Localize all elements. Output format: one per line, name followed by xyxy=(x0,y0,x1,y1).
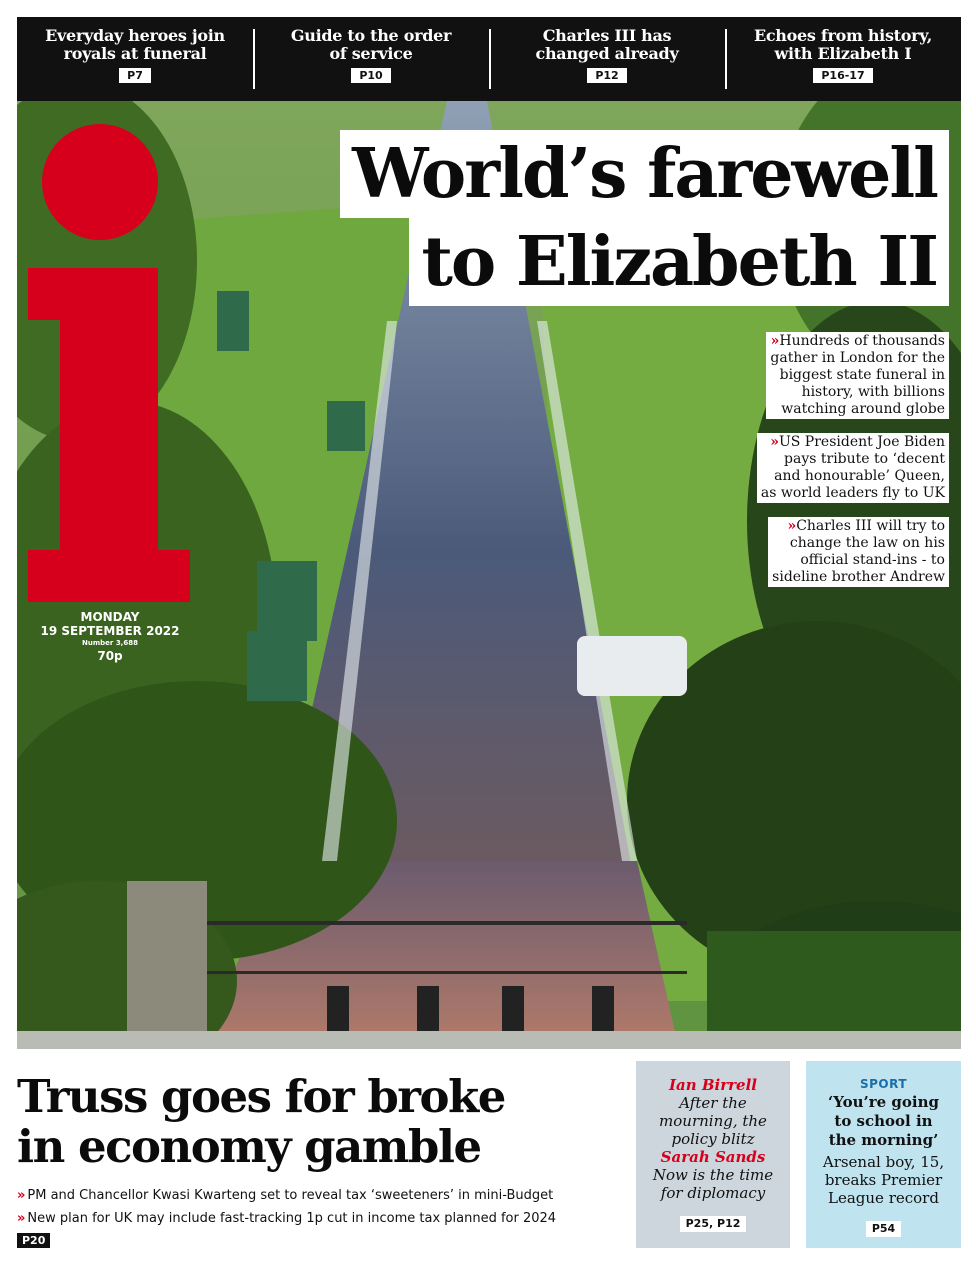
opinion-box[interactable] xyxy=(636,1061,790,1248)
sport-headline: ‘You’re going to school in the morning’ xyxy=(827,1093,939,1149)
chevron-icon: » xyxy=(17,1188,26,1203)
chevron-icon: » xyxy=(770,333,780,349)
teaser-page-ref: P16-17 xyxy=(813,68,872,83)
teaser-title: Echoes from history, with Elizabeth I xyxy=(753,26,933,63)
story-bullet xyxy=(757,433,949,503)
story-bullet xyxy=(766,332,949,419)
teaser-item[interactable] xyxy=(489,17,725,101)
sport-page-ref: P54 xyxy=(866,1221,901,1237)
chevron-icon: » xyxy=(17,1211,26,1226)
sport-box[interactable] xyxy=(806,1061,961,1248)
teaser-item[interactable] xyxy=(253,17,489,101)
second-story-bullet xyxy=(17,1184,556,1207)
second-story-bullets xyxy=(17,1184,556,1230)
bullet-text: US President Joe Biden pays tribute to ‘decent and honourable’ Queen, as world leaders fly to UK xyxy=(760,434,945,501)
chevron-icon: » xyxy=(770,434,779,450)
issue-date: 19 SEPTEMBER 2022 xyxy=(40,624,180,638)
teaser-page-ref: P10 xyxy=(351,68,390,83)
opinion-author-1: Ian Birrell xyxy=(669,1076,757,1094)
story-bullets xyxy=(757,332,949,601)
second-headline-line-1: Truss goes for broke xyxy=(17,1070,505,1123)
bullet-text: Hundreds of thousands gather in London for the biggest state funeral in history, with billions watching around globe xyxy=(770,333,945,417)
teaser-page-ref: P12 xyxy=(587,68,626,83)
bullet-text: Charles III will try to change the law on his official stand-ins - to sideline brother Andrew xyxy=(772,518,945,585)
teaser-title: Everyday heroes join royals at funeral xyxy=(45,26,225,63)
teaser-title: Charles III has changed already xyxy=(535,26,679,63)
teaser-page-ref: P7 xyxy=(119,68,151,83)
main-headline[interactable] xyxy=(340,130,949,306)
issue-number: Number 3,688 xyxy=(82,639,138,647)
opinion-text-2: Now is the time for diplomacy xyxy=(652,1166,774,1202)
headline-line-2: to Elizabeth II xyxy=(409,218,949,306)
logo-dot xyxy=(42,124,158,240)
logo-i-stem xyxy=(28,268,190,602)
teaser-bar xyxy=(17,17,961,101)
opinion-author-2: Sarah Sands xyxy=(660,1148,766,1166)
second-headline-line-2: in economy gamble xyxy=(17,1120,481,1173)
story-bullet xyxy=(768,517,949,587)
dateline xyxy=(30,610,190,664)
teaser-item[interactable] xyxy=(17,17,253,101)
second-headline[interactable] xyxy=(17,1072,505,1172)
second-story-page-ref: P20 xyxy=(17,1233,50,1248)
issue-day: MONDAY xyxy=(80,610,140,624)
teaser-item[interactable] xyxy=(725,17,961,101)
sport-text: Arsenal boy, 15, breaks Premier League record xyxy=(822,1153,945,1207)
opinion-page-ref: P25, P12 xyxy=(680,1216,747,1232)
chevron-icon: » xyxy=(787,518,797,534)
sport-label: SPORT xyxy=(859,1077,908,1091)
opinion-text-1: After the mourning, the policy blitz xyxy=(659,1094,767,1148)
bullet-text: PM and Chancellor Kwasi Kwarteng set to reveal tax ‘sweeteners’ in mini-Budget xyxy=(27,1188,554,1203)
cover-price: 70p xyxy=(97,649,123,663)
bullet-text: New plan for UK may include fast-tracking 1p cut in income tax planned for 2024 xyxy=(27,1211,557,1226)
second-story-bullet xyxy=(17,1207,556,1230)
headline-line-1: World’s farewell xyxy=(340,130,949,218)
teaser-title: Guide to the order of service xyxy=(290,26,452,63)
